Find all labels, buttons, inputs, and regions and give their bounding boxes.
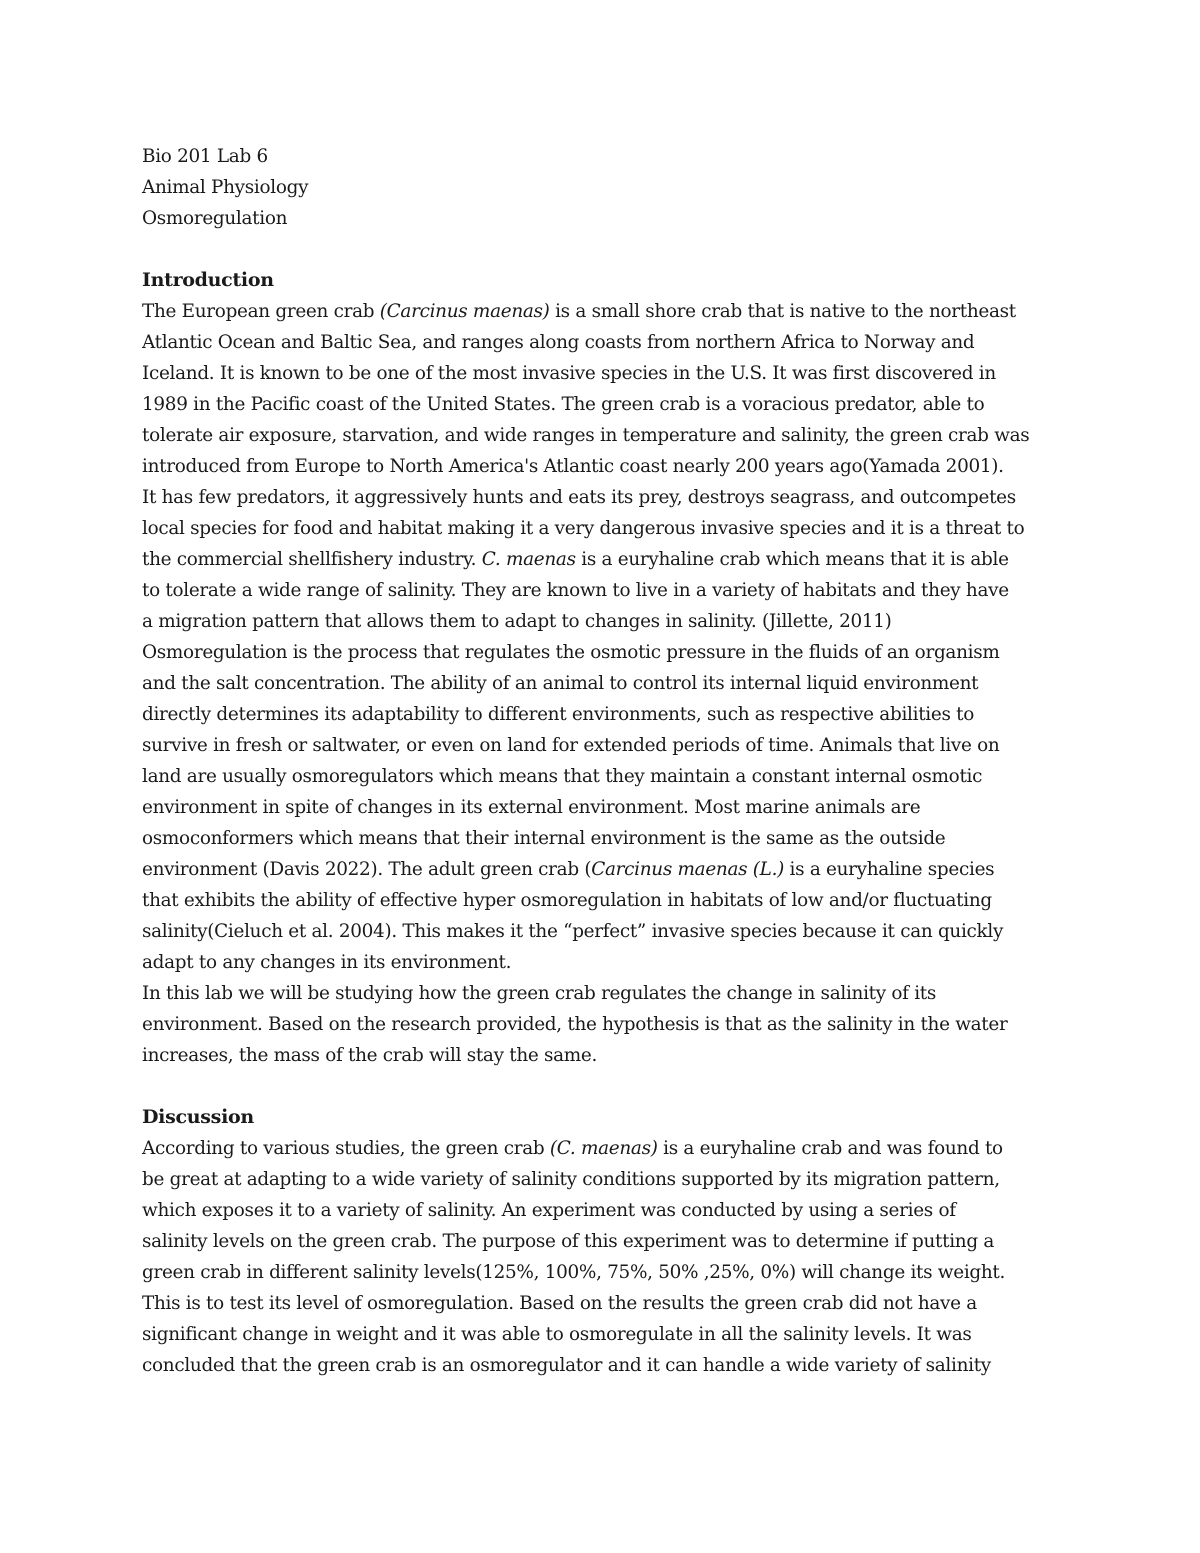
introduction-heading: Introduction <box>142 269 274 291</box>
text-run: tolerate air exposure, starvation, and wide ranges in temperature and salinity, the green crab was <box>142 425 1030 446</box>
text-run: to tolerate a wide range of salinity. They are known to live in a variety of habitats and they have <box>142 580 1009 601</box>
text-line <box>142 916 1100 947</box>
text-run: The European green crab <box>142 301 380 322</box>
text-line <box>142 885 1100 916</box>
text-line <box>142 668 1100 699</box>
text-run: Atlantic Ocean and Baltic Sea, and ranges along coasts from northern Africa to Norway and <box>142 332 975 353</box>
text-line <box>142 513 1100 544</box>
text-run: which exposes it to a variety of salinity. An experiment was conducted by using a series of <box>142 1200 956 1221</box>
course-title: Bio 201 Lab 6 <box>142 146 268 167</box>
text-run: Osmoregulation is the process that regulates the osmotic pressure in the fluids of an organism <box>142 642 1000 663</box>
text-run: is a euryhaline crab and was found to <box>657 1138 1003 1159</box>
italic-species-name: Carcinus maenas (L.) <box>591 859 785 880</box>
text-line <box>142 699 1100 730</box>
text-line <box>142 1319 1100 1350</box>
text-run: survive in fresh or saltwater, or even on land for extended periods of time. Animals that live on <box>142 735 1000 756</box>
text-run: directly determines its adaptability to different environments, such as respective abilities to <box>142 704 974 725</box>
text-run: concluded that the green crab is an osmoregulator and it can handle a wide variety of salinity <box>142 1355 991 1376</box>
text-line <box>142 854 1100 885</box>
text-run: significant change in weight and it was able to osmoregulate in all the salinity levels. It was <box>142 1324 972 1345</box>
text-run: is a euryhaline crab which means that it is able <box>575 549 1009 570</box>
text-run: the commercial shellfishery industry. <box>142 549 482 570</box>
spacer <box>142 1071 1100 1102</box>
text-run: This is to test its level of osmoregulation. Based on the results the green crab did not have a <box>142 1293 977 1314</box>
text-line <box>142 389 1100 420</box>
italic-species-name: (C. maenas) <box>549 1138 658 1159</box>
text-line <box>142 1288 1100 1319</box>
introduction-body <box>142 296 1100 1071</box>
text-run: increases, the mass of the crab will stay the same. <box>142 1045 598 1066</box>
text-run: that exhibits the ability of effective hyper osmoregulation in habitats of low and/or fluctuating <box>142 890 992 911</box>
lab-topic: Osmoregulation <box>142 208 288 229</box>
text-line <box>142 1226 1100 1257</box>
text-run: environment (Davis 2022). The adult green crab ( <box>142 859 592 880</box>
text-line <box>142 358 1100 389</box>
text-line <box>142 606 1100 637</box>
document-header <box>142 141 1100 234</box>
text-run: and the salt concentration. The ability of an animal to control its internal liquid environment <box>142 673 979 694</box>
text-line <box>142 947 1100 978</box>
text-run: salinity(Cieluch et al. 2004). This makes it the “perfect” invasive species because it can quickly <box>142 921 1004 942</box>
text-run: land are usually osmoregulators which means that they maintain a constant internal osmotic <box>142 766 983 787</box>
text-run: Iceland. It is known to be one of the most invasive species in the U.S. It was first discovered in <box>142 363 996 384</box>
text-line <box>142 575 1100 606</box>
text-run: 1989 in the Pacific coast of the United States. The green crab is a voracious predator, able to <box>142 394 985 415</box>
discussion-heading: Discussion <box>142 1106 254 1128</box>
text-line <box>142 761 1100 792</box>
text-line <box>142 296 1100 327</box>
text-run: environment in spite of changes in its external environment. Most marine animals are <box>142 797 921 818</box>
text-line <box>142 792 1100 823</box>
text-run: It has few predators, it aggressively hunts and eats its prey, destroys seagrass, and outcompetes <box>142 487 1016 508</box>
text-line <box>142 1164 1100 1195</box>
text-line <box>142 420 1100 451</box>
text-line <box>142 1195 1100 1226</box>
text-line <box>142 823 1100 854</box>
spacer <box>142 234 1100 265</box>
text-line <box>142 1133 1100 1164</box>
introduction-section <box>142 265 1100 1071</box>
text-line <box>142 1040 1100 1071</box>
text-run: local species for food and habitat making it a very dangerous invasive species and it is a threat to <box>142 518 1025 539</box>
text-line <box>142 1350 1100 1381</box>
text-run: a migration pattern that allows them to adapt to changes in salinity. (Jillette, 2011) <box>142 611 892 632</box>
text-run: be great at adapting to a wide variety of salinity conditions supported by its migration pattern, <box>142 1169 1000 1190</box>
text-line <box>142 482 1100 513</box>
text-line <box>142 544 1100 575</box>
italic-species-name: C. maenas <box>481 549 576 570</box>
text-run: In this lab we will be studying how the green crab regulates the change in salinity of its <box>142 983 937 1004</box>
discussion-section <box>142 1102 1100 1381</box>
text-run: green crab in different salinity levels(125%, 100%, 75%, 50% ,25%, 0%) will change its weight. <box>142 1262 1006 1283</box>
text-line <box>142 1009 1100 1040</box>
text-run: According to various studies, the green crab <box>142 1138 550 1159</box>
text-line <box>142 978 1100 1009</box>
text-line <box>142 1257 1100 1288</box>
text-run: adapt to any changes in its environment. <box>142 952 512 973</box>
text-line <box>142 451 1100 482</box>
text-run: is a small shore crab that is native to the northeast <box>549 301 1016 322</box>
text-line <box>142 637 1100 668</box>
course-subtitle: Animal Physiology <box>142 177 309 198</box>
italic-species-name: (Carcinus maenas) <box>379 301 550 322</box>
text-line <box>142 327 1100 358</box>
discussion-body <box>142 1133 1100 1381</box>
text-run: introduced from Europe to North America's Atlantic coast nearly 200 years ago(Yamada 2001). <box>142 456 1004 477</box>
text-run: salinity levels on the green crab. The purpose of this experiment was to determine if putting a <box>142 1231 995 1252</box>
text-run: environment. Based on the research provided, the hypothesis is that as the salinity in the water <box>142 1014 1008 1035</box>
text-run: osmoconformers which means that their internal environment is the same as the outside <box>142 828 946 849</box>
text-run: is a euryhaline species <box>784 859 995 880</box>
text-line <box>142 730 1100 761</box>
